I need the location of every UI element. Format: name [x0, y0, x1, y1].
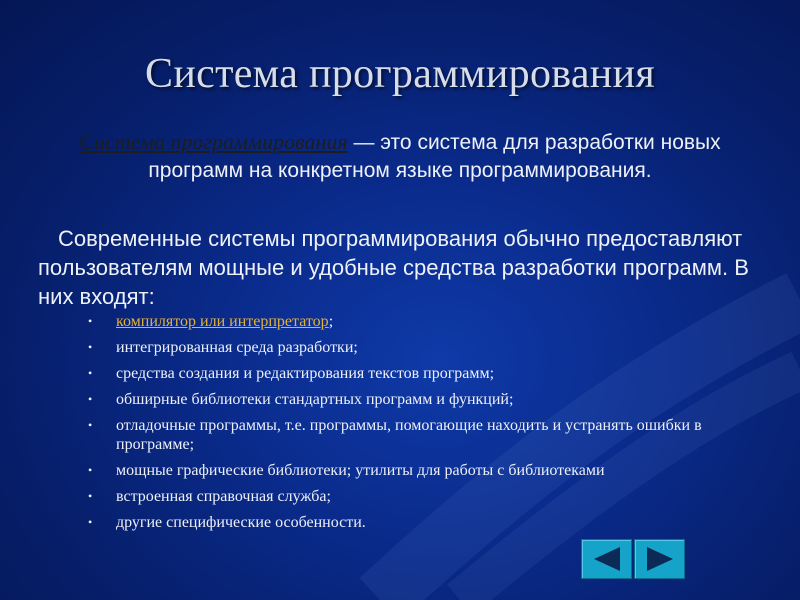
compiler-link[interactable]: компилятор или интерпретатор: [116, 313, 329, 330]
arrow-left-icon: [592, 546, 622, 572]
list-item: [88, 416, 728, 454]
list-item: • компилятор или интерпретатор;: [88, 313, 334, 330]
bullet-icon: •: [88, 489, 93, 503]
definition: [40, 128, 760, 185]
slide-navigation: [581, 539, 685, 577]
list-item: [88, 513, 728, 532]
definition-term: Система программирования: [79, 129, 348, 154]
intro-paragraph: [38, 224, 758, 311]
bullet-icon: •: [88, 314, 93, 328]
list-item: [88, 461, 728, 480]
slide-title: Система программирования: [145, 51, 655, 97]
bullet-icon: •: [88, 340, 93, 354]
list-item-text: средства создания и редактирования текстов программ;: [116, 365, 495, 382]
list-item-text: встроенная справочная служба;: [116, 488, 331, 505]
list-item-text: другие специфические особенности.: [116, 514, 366, 531]
bullet-icon: •: [88, 463, 93, 477]
bullet-icon: •: [88, 392, 93, 406]
previous-slide-button[interactable]: [581, 539, 632, 579]
list-item: [88, 338, 728, 357]
bullet-icon: •: [88, 418, 93, 432]
component-list: [88, 312, 728, 539]
bullet-icon: •: [88, 515, 93, 529]
list-item: [88, 487, 728, 506]
list-item: [88, 364, 728, 383]
intro-text: Современные системы программирования обычно предоставляют пользователям мощные и удобные средства разработки программ. В них входят:: [38, 226, 749, 309]
bullet-icon: •: [88, 366, 93, 380]
list-item: [88, 390, 728, 409]
list-item-text: отладочные программы, т.е. программы, помогающие находить и устранять ошибки в программе;: [116, 417, 702, 453]
arrow-right-icon: [645, 546, 675, 572]
list-item-text: мощные графические библиотеки; утилиты для работы с библиотеками: [116, 462, 605, 479]
list-item-text: обширные библиотеки стандартных программ и функций;: [116, 391, 514, 408]
definition-text: — это система для разработки новых программ на конкретном языке программирования.: [148, 131, 721, 182]
next-slide-button[interactable]: [634, 539, 685, 579]
list-item-text: интегрированная среда разработки;: [116, 339, 358, 356]
